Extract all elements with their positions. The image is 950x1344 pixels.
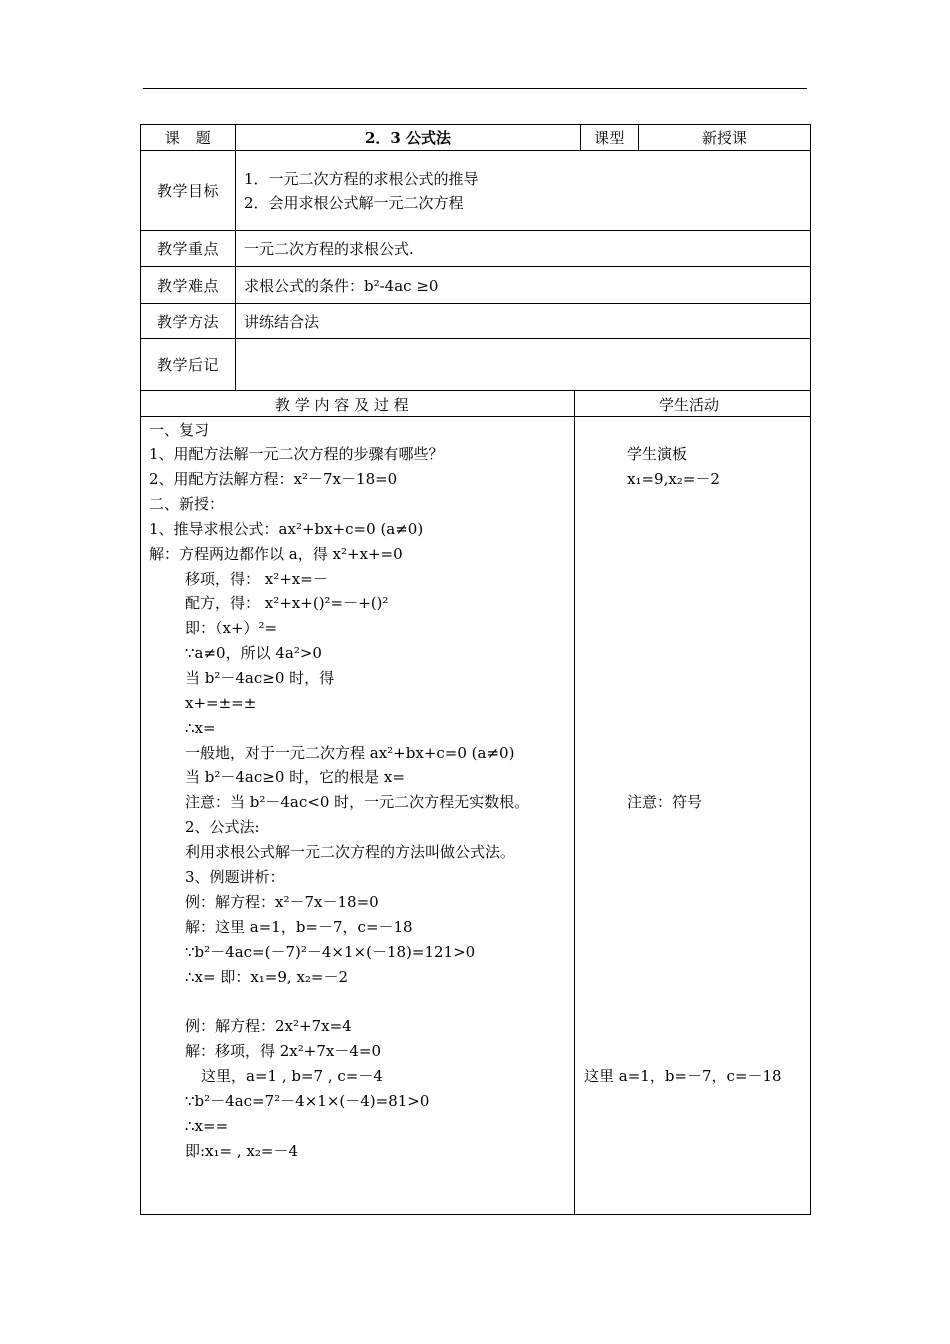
activity-header: 学生活动 xyxy=(659,396,720,414)
key-point-value: 一元二次方程的求根公式. xyxy=(236,231,811,267)
content-line: ∵a≠0，所以 4a²>0 xyxy=(185,644,322,662)
content-line: 利用求根公式解一元二次方程的方法叫做公式法。 xyxy=(185,843,516,861)
content-line: 2、用配方法解方程：x²－7x－18=0 xyxy=(149,470,398,488)
goal-label: 教学目标 xyxy=(141,151,236,231)
content-line: 当 b²－4ac≥0 时，它的根是 x= xyxy=(185,768,405,786)
content-line: 当 b²－4ac≥0 时，得 xyxy=(185,669,335,687)
content-line: 解：这里 a=1，b=－7，c=－18 xyxy=(185,918,413,936)
notes-label: 教学后记 xyxy=(141,339,236,391)
type-label: 课型 xyxy=(581,125,639,151)
content-line: 移项，得： x²+x=－ xyxy=(185,570,328,588)
content-header: 教 学 内 容 及 过 程 xyxy=(275,396,409,414)
content-line: 注意：当 b²－4ac<0 时，一元二次方程无实数根。 xyxy=(185,793,530,811)
lesson-info-table xyxy=(140,124,811,391)
activity-line: 这里 a=1，b=－7，c=－18 xyxy=(584,1067,782,1085)
notes-row xyxy=(141,339,811,391)
content-line: 解：移项，得 2x²+7x－4=0 xyxy=(185,1042,382,1060)
method-row xyxy=(141,304,811,339)
goal-line-1: 1．一元二次方程的求根公式的推导 xyxy=(244,170,479,188)
content-line: 一般地，对于一元二次方程 ax²+bx+c=0 (a≠0) xyxy=(185,744,515,762)
content-line: 解：方程两边都作以 a，得 x²+x+=0 xyxy=(149,545,403,563)
difficulty-row xyxy=(141,267,811,304)
goal-line-2: 2．会用求根公式解一元二次方程 xyxy=(244,194,464,212)
notes-value xyxy=(236,339,811,391)
topic-value: 2．3 公式法 xyxy=(236,125,581,151)
topic-label: 课 题 xyxy=(141,125,236,151)
content-line: 即:x₁= , x₂=－4 xyxy=(185,1142,298,1160)
content-line: 二、新授： xyxy=(149,495,225,513)
content-line: 1、用配方法解一元二次方程的步骤有哪些？ xyxy=(149,445,444,463)
content-line: 例：解方程：x²－7x－18=0 xyxy=(185,893,379,911)
content-line: 即：（x+）²= xyxy=(185,619,278,637)
content-line: ∴x= 即：x₁=9, x₂=－2 xyxy=(185,968,349,986)
content-line: 配方，得： x²+x+()²=－+()² xyxy=(185,594,389,612)
activity-line: 注意：符号 xyxy=(627,793,703,811)
header-rule xyxy=(143,88,807,89)
difficulty-value: 求根公式的条件：b²-4ac ≥0 xyxy=(236,267,811,304)
content-line: 2、公式法: xyxy=(185,818,260,836)
key-point-label: 教学重点 xyxy=(141,231,236,267)
process-table xyxy=(140,390,811,1215)
goal-row xyxy=(141,151,811,231)
method-label: 教学方法 xyxy=(141,304,236,339)
header-divider xyxy=(141,416,810,417)
key-point-row xyxy=(141,231,811,267)
column-divider xyxy=(574,390,575,1214)
content-line: 一、复习 xyxy=(149,421,210,439)
content-line: ∴x= xyxy=(185,719,216,737)
content-line: 这里，a=1 , b=7 , c=－4 xyxy=(201,1067,383,1085)
content-line: 1、推导求根公式：ax²+bx+c=0 (a≠0) xyxy=(149,520,424,538)
content-line: x+=±=± xyxy=(185,694,257,712)
topic-row xyxy=(141,125,811,151)
content-line: ∵b²－4ac=7²－4×1×(－4)=81>0 xyxy=(185,1092,430,1110)
method-value: 讲练结合法 xyxy=(236,304,811,339)
activity-line: 学生演板 xyxy=(627,445,688,463)
type-value: 新授课 xyxy=(639,125,811,151)
content-line: 3、例题讲析： xyxy=(185,868,285,886)
difficulty-label: 教学难点 xyxy=(141,267,236,304)
activity-line: x₁=9,x₂=－2 xyxy=(627,470,720,488)
content-line: 例：解方程：2x²+7x=4 xyxy=(185,1017,352,1035)
content-line: ∵b²－4ac=(－7)²－4×1×(－18)=121>0 xyxy=(185,943,476,961)
content-line: ∴x== xyxy=(185,1117,229,1135)
